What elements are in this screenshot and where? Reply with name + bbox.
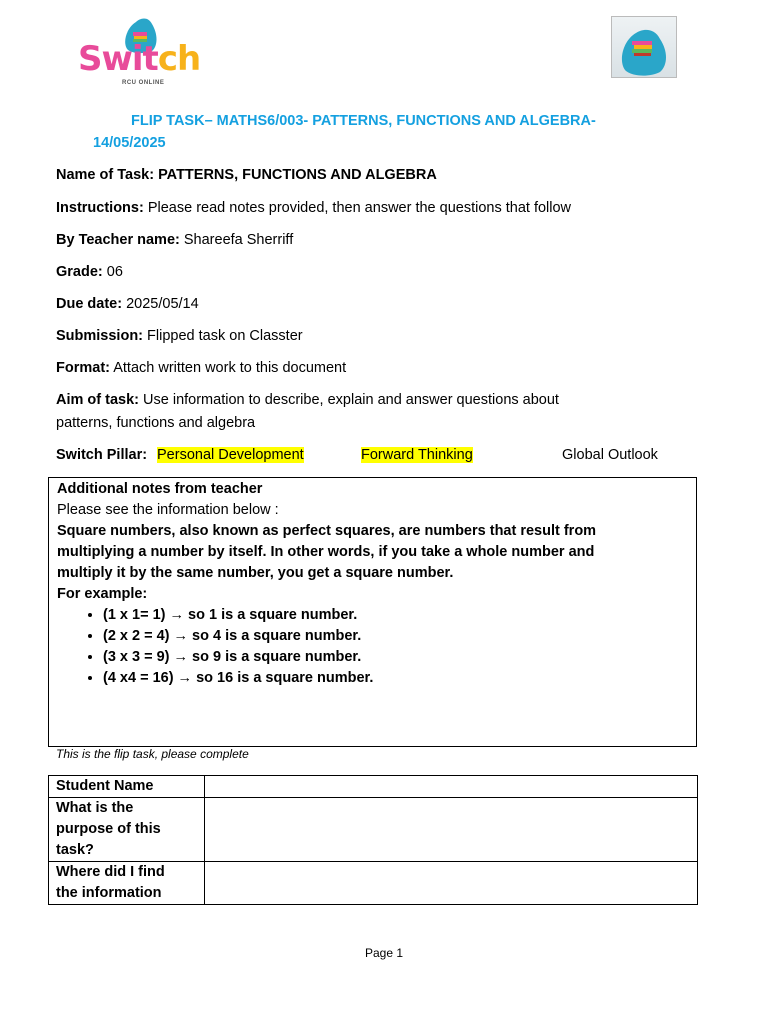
- instructions-label: Instructions:: [56, 200, 144, 216]
- purpose-question: [49, 798, 205, 862]
- grade-value: 06: [106, 264, 123, 280]
- list-item: • (2 x 2 = 4) → so 4 is a square number.: [103, 626, 688, 647]
- table-row: [49, 862, 698, 905]
- examples-list: [57, 605, 688, 689]
- document-title-line1: FLIP TASK– MATHS6/003- PATTERNS, FUNCTIONS AND ALGEBRA-: [131, 113, 596, 129]
- pillar-forward-thinking: Forward Thinking: [361, 447, 473, 463]
- submission-row: [56, 325, 303, 347]
- purpose-line3: task?: [56, 842, 94, 858]
- student-name-input-cell[interactable]: [205, 776, 698, 798]
- notes-paragraph-line3: multiply it by the same number, you get a square number.: [57, 565, 454, 581]
- notes-paragraph-line1: Square numbers, also known as perfect squares, are numbers that result from: [57, 523, 597, 539]
- due-date-row: [56, 293, 199, 315]
- teacher-row: [56, 229, 293, 251]
- teacher-value: Shareefa Sherriff: [183, 232, 294, 248]
- teacher-notes-box: [48, 477, 697, 747]
- due-date-label: Due date:: [56, 296, 123, 312]
- purpose-line2: purpose of this: [56, 821, 161, 837]
- purpose-line1: What is the: [56, 800, 134, 816]
- source-question: [49, 862, 205, 905]
- submission-label: Submission:: [56, 328, 144, 344]
- aim-row: [56, 389, 559, 411]
- beanbag-image-icon: [612, 17, 676, 77]
- teacher-label: By Teacher name:: [56, 232, 180, 248]
- aim-value-line2: patterns, functions and algebra: [56, 415, 256, 431]
- aim-value-line1: Use information to describe, explain and answer questions about: [143, 392, 559, 408]
- logo-subtext: RCU ONLINE: [122, 80, 165, 86]
- pillar-forward-thinking-wrap: [361, 444, 473, 466]
- grade-row: [56, 261, 123, 283]
- aim-label: Aim of task:: [56, 392, 139, 408]
- source-line1: Where did I find: [56, 864, 165, 880]
- beanbag-photo: [611, 16, 677, 78]
- purpose-answer-cell[interactable]: [205, 798, 698, 862]
- page-number: Page 1: [364, 946, 404, 960]
- student-response-table: [48, 775, 698, 905]
- instructions-value: Please read notes provided, then answer the questions that follow: [147, 200, 572, 216]
- pillar-global-outlook: Global Outlook: [562, 447, 658, 463]
- task-name-row: [56, 164, 437, 186]
- format-row: [56, 357, 346, 379]
- switch-pillar-row: [56, 444, 147, 466]
- logo-text: Switch: [78, 39, 201, 79]
- switch-pillar-label: Switch Pillar:: [56, 447, 148, 463]
- due-date-value: 2025/05/14: [126, 296, 199, 312]
- list-item: • (1 x 1= 1) → so 1 is a square number.: [103, 605, 688, 626]
- document-title-line2: 14/05/2025: [93, 135, 166, 151]
- flip-task-caption: This is the flip task, please complete: [56, 747, 249, 761]
- list-item: • (3 x 3 = 9) → so 9 is a square number.: [103, 647, 688, 668]
- task-name-label: Name of Task:: [56, 167, 155, 183]
- list-item: • (4 x4 = 16) → so 16 is a square number.: [103, 668, 688, 689]
- format-label: Format:: [56, 360, 110, 376]
- source-line2: the information: [56, 885, 162, 901]
- notes-paragraph-line2: multiplying a number by itself. In other words, if you take a whole number and: [57, 544, 595, 560]
- instructions-row: [56, 197, 571, 219]
- table-row: [49, 798, 698, 862]
- pillar-personal-development-wrap: [157, 444, 304, 466]
- source-answer-cell[interactable]: [205, 862, 698, 905]
- submission-value: Flipped task on Classter: [147, 328, 303, 344]
- example-label: For example:: [57, 586, 148, 602]
- format-value: Attach written work to this document: [113, 360, 347, 376]
- notes-intro: Please see the information below :: [57, 502, 279, 518]
- notes-heading: Additional notes from teacher: [57, 481, 263, 497]
- switch-logo: [78, 14, 201, 94]
- task-name-value: PATTERNS, FUNCTIONS AND ALGEBRA: [158, 167, 437, 183]
- table-row: [49, 776, 698, 798]
- pillar-personal-development: Personal Development: [157, 447, 304, 463]
- student-name-label: Student Name: [49, 776, 205, 798]
- grade-label: Grade:: [56, 264, 103, 280]
